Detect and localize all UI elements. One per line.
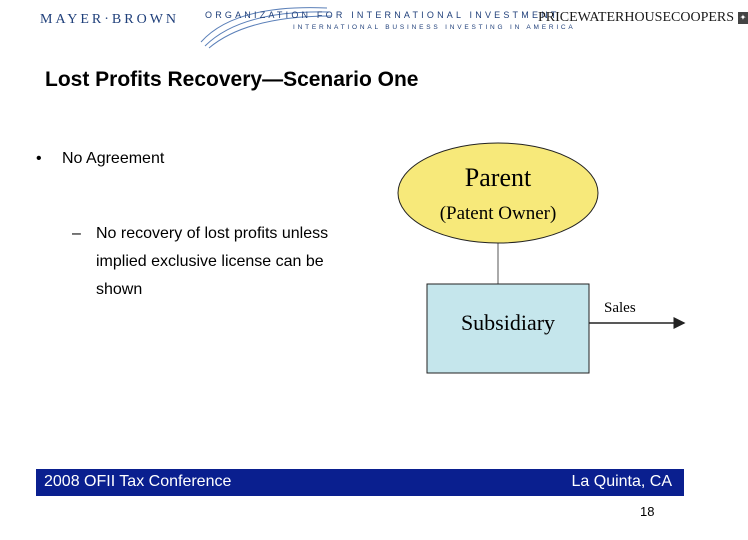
mayer-brown-logo: MAYER·BROWN <box>40 12 180 27</box>
pwc-logo-text: PRICEWATERHOUSECOOPERS <box>538 10 735 25</box>
bullet-text: No Agreement <box>62 150 165 167</box>
sales-label: Sales <box>604 300 636 316</box>
parent-label: Parent <box>464 163 532 192</box>
footer-conference: 2008 OFII Tax Conference <box>44 473 232 490</box>
slide-title: Lost Profits Recovery—Scenario One <box>45 68 419 91</box>
ofii-logo-line2: INTERNATIONAL BUSINESS INVESTING IN AMERICA <box>293 24 576 31</box>
sub-bullet-marker: – <box>72 225 81 242</box>
bullet-marker: • <box>36 150 42 167</box>
ofii-logo-line1: ORGANIZATION FOR INTERNATIONAL INVESTMENT <box>205 10 560 20</box>
parent-ellipse <box>398 143 598 243</box>
footer-bar <box>36 469 684 496</box>
parent-sublabel: (Patent Owner) <box>439 203 557 224</box>
footer-location: La Quinta, CA <box>571 473 672 490</box>
sub-bullet-text: No recovery of lost profits unless implied exclusive license can be shown <box>96 225 329 298</box>
subsidiary-label: Subsidiary <box>460 310 556 335</box>
pwc-mark-icon: ✦ <box>739 13 747 22</box>
page-number: 18 <box>640 504 655 519</box>
